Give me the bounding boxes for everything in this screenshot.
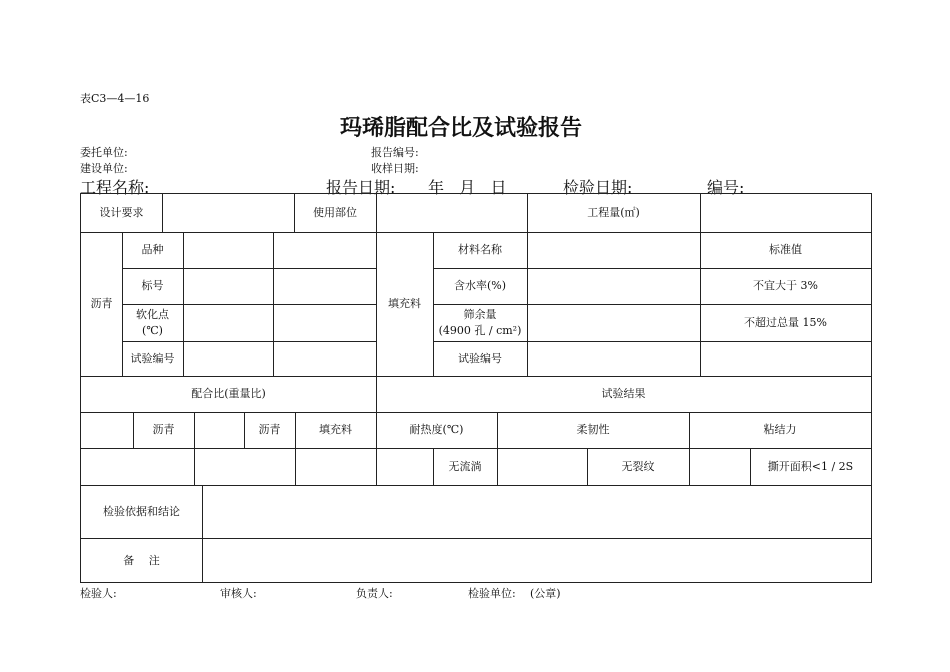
test-results-label: 试验结果: [601, 387, 646, 400]
col-line: [162, 194, 163, 232]
col-line: [194, 448, 195, 485]
asphalt-test-no-label: 试验编号: [130, 351, 175, 365]
softening-point-line1: 软化点: [136, 307, 169, 321]
col-line: [497, 448, 498, 485]
quantity-label: 工程量(㎡): [587, 206, 640, 219]
sieve-residue-line2: (4900 孔 / cm²): [438, 323, 522, 337]
person-in-charge-label: 负责人:: [356, 587, 393, 600]
tear-area-label: 撕开面积<1 / 2S: [767, 459, 854, 473]
heat-resistance-label: 耐热度(℃): [409, 423, 464, 436]
report-table: [80, 193, 872, 583]
standard-value-label: 标准值: [769, 243, 802, 256]
softening-point-line2: (℃): [142, 323, 163, 337]
col-line: [700, 194, 701, 232]
filler-test-no-label: 试验编号: [458, 351, 502, 365]
flexibility-label: 柔韧性: [576, 423, 610, 436]
basis-conclusion-label: 检验依据和结论: [103, 504, 180, 518]
test-date-label: 检验日期:: [563, 178, 633, 197]
no-flow-label: 无流淌: [448, 459, 482, 473]
col-line: [295, 448, 296, 485]
sieve-residue-line1: 筛余量: [463, 307, 497, 321]
client-unit-label: 委托单位:: [80, 146, 128, 159]
adhesion-label: 粘结力: [763, 423, 797, 436]
moisture-label: 含水率(%): [453, 279, 507, 292]
softening-point-label: [122, 304, 183, 341]
design-req-label: 设计要求: [99, 206, 144, 219]
col-line: [273, 232, 274, 376]
form-code: 表C3—4—16: [80, 92, 150, 105]
mix-asphalt-label-1: 沥青: [152, 423, 175, 436]
use-location-label: 使用部位: [313, 206, 357, 219]
col-line: [202, 485, 203, 583]
report-date-parts: 年 月 日: [428, 178, 507, 197]
asphalt-group-label: 沥青: [90, 297, 113, 310]
project-name-label: 工程名称:: [80, 178, 150, 197]
inspector-label: 检验人:: [80, 587, 117, 600]
inspection-unit-label: 检验单位:: [468, 587, 516, 600]
col-line: [689, 448, 690, 485]
sample-date-label: 收样日期:: [371, 162, 419, 175]
report-number-label: 报告编号:: [371, 146, 419, 159]
variety-label: 品种: [141, 243, 164, 256]
col-line: [376, 194, 377, 232]
sieve-standard: 不超过总量 15%: [744, 315, 827, 329]
sieve-residue-label: [433, 304, 527, 341]
col-line: [527, 232, 528, 376]
col-line: [183, 232, 184, 376]
report-date-label: 报告日期:: [326, 178, 396, 197]
no-crack-label: 无裂纹: [621, 459, 655, 473]
construction-unit-label: 建设单位:: [80, 162, 128, 175]
grade-label: 标号: [141, 279, 164, 292]
seal-label: (公章): [530, 587, 561, 600]
remarks-label: 备 注: [123, 553, 160, 567]
serial-number-label: 编号:: [707, 178, 745, 197]
filler-group-label: 填充料: [388, 297, 421, 310]
mix-ratio-label: 配合比(重量比): [191, 387, 266, 400]
col-line: [376, 448, 377, 485]
page-title: 玛琋脂配合比及试验报告: [340, 116, 583, 141]
reviewer-label: 审核人:: [220, 587, 257, 600]
material-name-label: 材料名称: [458, 243, 502, 256]
mix-filler-label: 填充料: [319, 423, 352, 436]
mix-asphalt-label-2: 沥青: [258, 423, 281, 436]
col-line: [194, 412, 195, 448]
moisture-standard: 不宜大于 3%: [753, 279, 818, 292]
